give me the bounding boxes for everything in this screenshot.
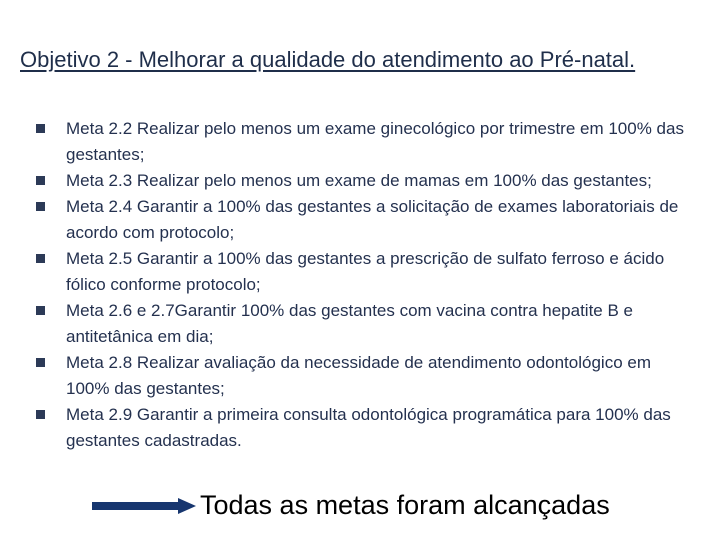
square-bullet-icon — [36, 202, 45, 211]
square-bullet-icon — [36, 254, 45, 263]
conclusion-banner — [92, 486, 702, 526]
square-bullet-icon — [36, 410, 45, 419]
goal-text-2-9: Meta 2.9 Garantir a primeira consulta odontológica programática para 100% das gestantes cadastradas. — [66, 405, 671, 450]
slide-title: Objetivo 2 - Melhorar a qualidade do atendimento ao Pré-natal. — [20, 47, 636, 72]
goal-text-2-6-2-7: Meta 2.6 e 2.7Garantir 100% das gestantes com vacina contra hepatite B e antitetânica em dia; — [66, 301, 634, 346]
square-bullet-icon — [36, 124, 45, 133]
conclusion-text: Todas as metas foram alcançadas — [200, 490, 610, 520]
goal-text-2-4: Meta 2.4 Garantir a 100% das gestantes a solicitação de exames laboratoriais de acordo com protocolo; — [66, 197, 679, 242]
square-bullet-icon — [36, 358, 45, 367]
square-bullet-icon — [36, 176, 45, 185]
goal-item-2-2 — [36, 116, 686, 168]
goal-text-2-2: Meta 2.2 Realizar pelo menos um exame ginecológico por trimestre em 100% das gestantes; — [66, 119, 684, 164]
goals-list — [36, 116, 686, 454]
goal-text-2-3: Meta 2.3 Realizar pelo menos um exame de mamas em 100% das gestantes; — [66, 171, 652, 190]
right-arrow-icon — [92, 498, 196, 514]
goal-item-2-3 — [36, 168, 686, 194]
goal-item-2-6-2-7 — [36, 298, 686, 350]
square-bullet-icon — [36, 306, 45, 315]
goal-item-2-5 — [36, 246, 686, 298]
goal-text-2-5: Meta 2.5 Garantir a 100% das gestantes a prescrição de sulfato ferroso e ácido fólico conforme protocolo; — [66, 249, 665, 294]
goal-text-2-8: Meta 2.8 Realizar avaliação da necessidade de atendimento odontológico em 100% das gestantes; — [66, 353, 651, 398]
goal-item-2-8 — [36, 350, 686, 402]
goal-item-2-4 — [36, 194, 686, 246]
goal-item-2-9 — [36, 402, 686, 454]
